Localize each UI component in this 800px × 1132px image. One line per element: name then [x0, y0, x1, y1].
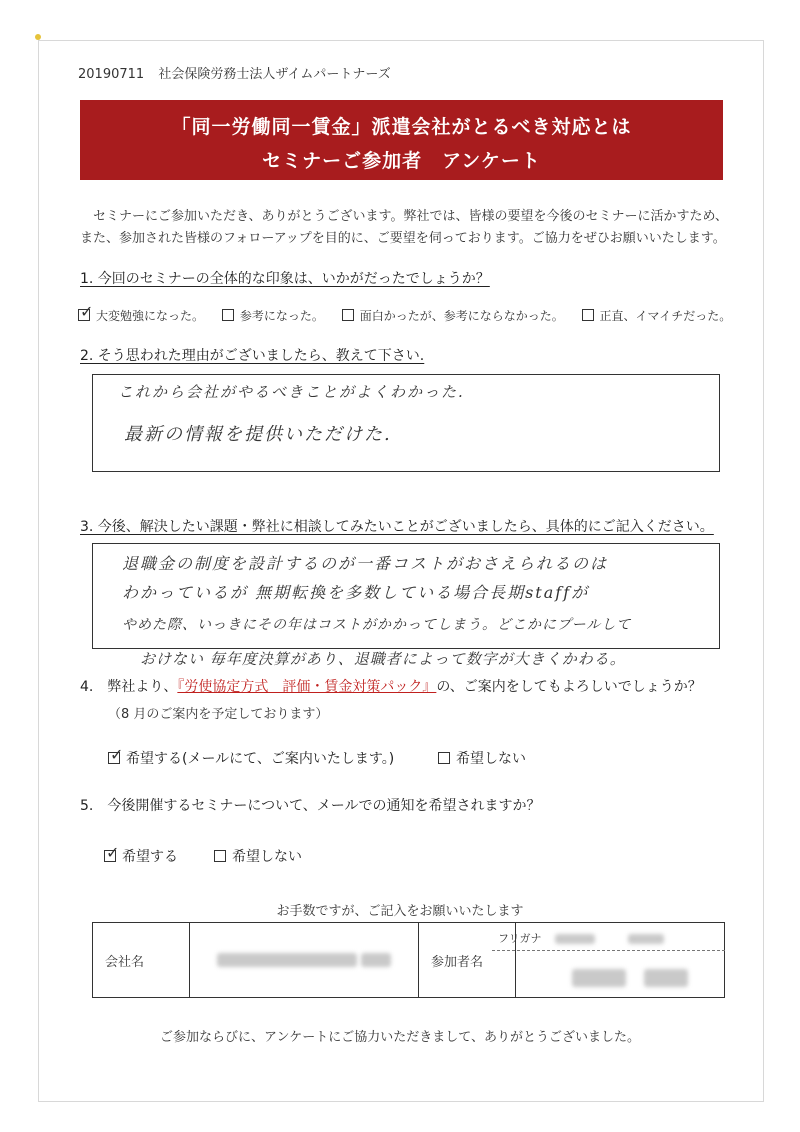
checkbox[interactable] — [214, 850, 226, 862]
question-2: 2. そう思われた理由がございましたら、教えて下さい. — [80, 348, 425, 364]
q5-option-label: 希望しない — [232, 849, 302, 865]
banner-title: 「同一労働同一賃金」派遣会社がとるべき対応とは — [171, 116, 632, 138]
q1-option-label: 正直、イマイチだった。 — [599, 309, 732, 323]
q1-option-1[interactable] — [78, 302, 205, 324]
document-header — [78, 63, 391, 82]
check-mark-icon: ✓ — [80, 302, 94, 321]
q4-option-1[interactable] — [108, 745, 395, 768]
q4-note: （8 月のご案内を予定しております） — [108, 707, 329, 722]
q4-option-label: 希望しない — [456, 751, 526, 767]
redacted-furigana-1 — [555, 934, 595, 944]
checkbox[interactable] — [108, 745, 124, 764]
q3-answer-line-3: やめた際、いっきにその年はコストがかかってしまう。どこかにプールして — [122, 617, 632, 633]
q4-highlight: 『労使協定方式 評価・賃金対策パック』 — [177, 679, 437, 695]
q1-option-label: 参考になった。 — [239, 309, 324, 323]
question-5: 5. 今後開催するセミナーについて、メールでの通知を希望されますか？ — [80, 798, 541, 814]
furigana-divider — [492, 950, 725, 951]
q4-option-2[interactable] — [438, 748, 526, 768]
q1-option-3[interactable] — [342, 307, 564, 324]
footer-thanks: ご参加ならびに、アンケートにご協力いただきまして、ありがとうございました。 — [160, 1030, 640, 1045]
form-request: お手数ですが、ご記入をお願いいたします — [276, 904, 524, 919]
checkbox[interactable] — [104, 843, 120, 862]
q2-answer-line-2: 最新の情報を提供いただけた. — [124, 424, 392, 445]
redacted-furigana-2 — [628, 934, 664, 944]
checkbox[interactable] — [78, 302, 94, 321]
q1-option-2[interactable] — [222, 307, 324, 324]
header-date: 20190711 — [78, 67, 145, 82]
company-label: 会社名 — [105, 954, 145, 970]
intro-line-1: セミナーにご参加いただき、ありがとうございます。弊社では、皆様の要望を今後のセミナーに活かすため、 — [93, 209, 728, 224]
question-3: 3. 今後、解決したい課題・弊社に相談してみたいことがございましたら、具体的にご記入ください。 — [80, 519, 714, 535]
intro-line-2: また、参加された皆様のフォローアップを目的に、ご要望を伺っております。ご協力をぜひお願いいたします。 — [80, 231, 726, 246]
company-field[interactable] — [190, 923, 419, 998]
banner-subtitle: セミナーご参加者 アンケート — [262, 150, 541, 172]
redacted-company-suffix — [361, 953, 391, 967]
q5-option-1[interactable] — [104, 843, 178, 866]
q3-answer-line-4: おけない 毎年度決算があり、退職者によって数字が大きくかわる。 — [140, 650, 626, 668]
checkbox[interactable] — [438, 752, 450, 764]
checkbox[interactable] — [342, 309, 354, 321]
check-mark-icon: ✓ — [106, 843, 120, 862]
q4-prefix: 4. 弊社より、 — [80, 679, 178, 695]
q2-answer-line-1: これから会社がやるべきことがよくわかった. — [118, 383, 465, 401]
checkbox[interactable] — [582, 309, 594, 321]
participant-label: 参加者名 — [431, 954, 484, 970]
question-1: 1. 今回のセミナーの全体的な印象は、いかがだったでしょうか？ — [80, 271, 490, 287]
q1-option-label: 面白かったが、参考にならなかった。 — [359, 309, 564, 323]
q1-option-4[interactable] — [582, 307, 732, 324]
intro-text — [80, 206, 730, 250]
redacted-given-name — [644, 969, 688, 987]
furigana-label: フリガナ — [498, 932, 542, 945]
q1-option-label: 大変勉強になった。 — [96, 309, 205, 323]
q3-answer-line-2: わかっているが 無期転換を多数している場合長期staffが — [122, 583, 590, 602]
company-label-cell — [93, 923, 190, 998]
q4-option-label: 希望する(メールにて、ご案内いたします。) — [126, 751, 395, 767]
q4-suffix: の、ご案内をしてもよろしいでしょうか？ — [436, 679, 702, 695]
q3-answer-line-1: 退職金の制度を設計するのが一番コストがおさえられるのは — [122, 554, 609, 573]
header-organization: 社会保険労務士法人ザイムパートナーズ — [158, 67, 391, 82]
redacted-surname — [572, 969, 626, 987]
title-banner — [80, 100, 723, 180]
q5-option-label: 希望する — [122, 849, 178, 865]
staple-mark — [35, 34, 41, 40]
furigana-row — [498, 930, 664, 946]
question-1-options — [78, 302, 745, 324]
check-mark-icon: ✓ — [110, 745, 124, 764]
q5-option-2[interactable] — [214, 846, 302, 866]
redacted-company — [217, 953, 357, 967]
checkbox[interactable] — [222, 309, 234, 321]
question-4 — [80, 676, 702, 696]
